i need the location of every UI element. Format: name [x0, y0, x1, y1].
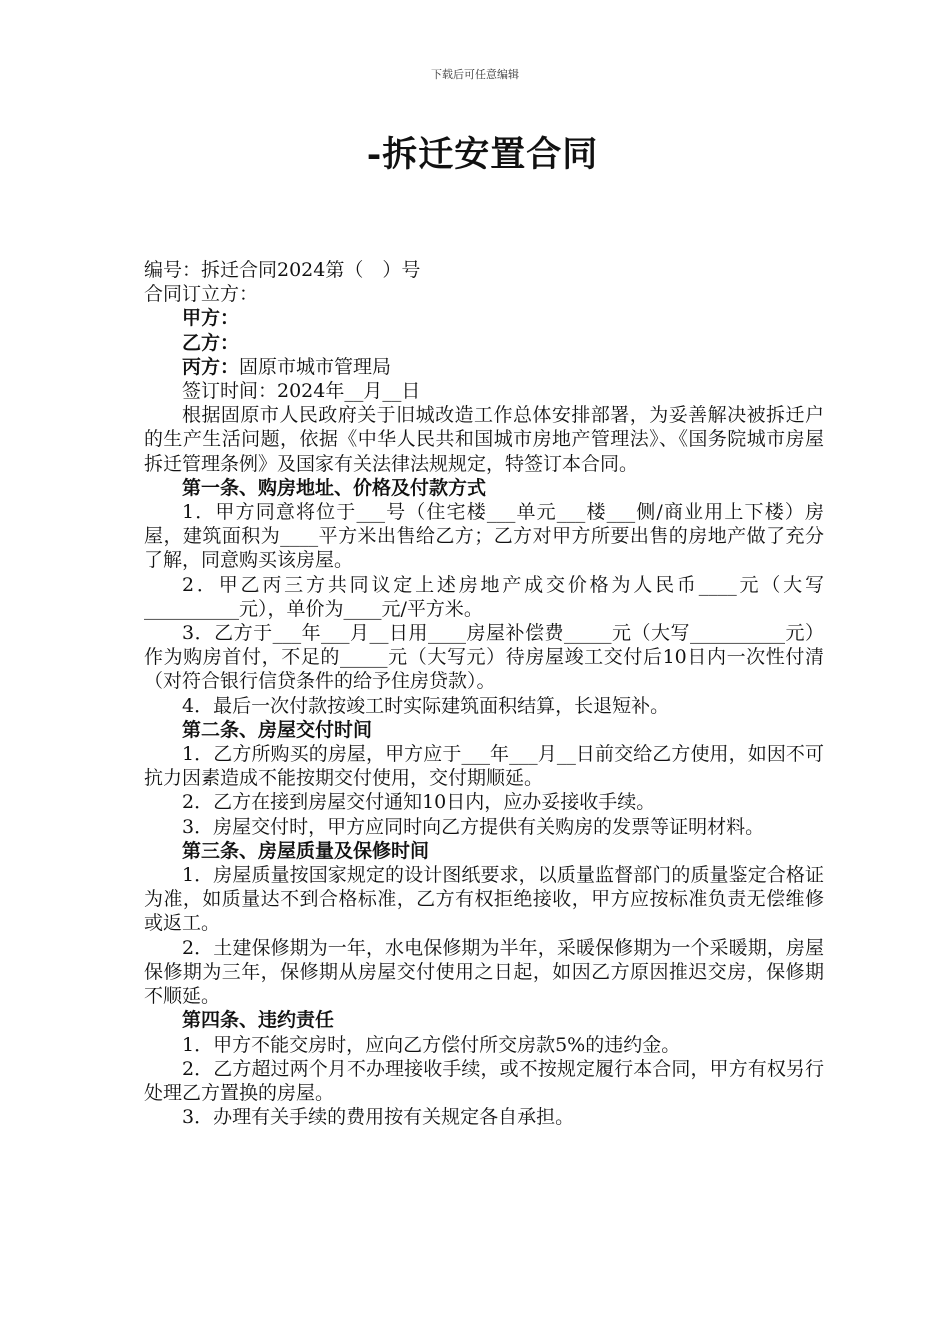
article-4-clause-2: 2．乙方超过两个月不办理接收手续，或不按规定履行本合同，甲方有权另行处理乙方置换的房屋。	[144, 1057, 824, 1104]
contract-number: 编号：拆迁合同2024第（ ）号	[144, 259, 421, 281]
party-a-label: 甲方：	[182, 307, 240, 330]
article-4-heading: 第四条、违约责任	[182, 1009, 335, 1032]
article-1-clause-1: 1．甲方同意将位于___号（住宅楼___单元___楼___侧/商业用上下楼）房屋，建筑面积为____平方米出售给乙方；乙方对甲方所要出售的房地产做了充分了解，同意购买该房屋。	[144, 501, 824, 572]
article-2-heading: 第二条、房屋交付时间	[182, 718, 373, 741]
parties-label: 合同订立方：	[144, 283, 259, 306]
party-c-label: 丙方：	[182, 355, 240, 378]
document-title: -拆迁安置合同	[366, 134, 599, 175]
article-3-heading: 第三条、房屋质量及保修时间	[182, 839, 430, 862]
article-2-clause-3: 3．房屋交付时，甲方应同时向乙方提供有关购房的发票等证明材料。	[182, 815, 765, 838]
contract-body	[144, 258, 824, 1129]
article-4-clause-3: 3．办理有关手续的费用按有关规定各自承担。	[182, 1106, 575, 1129]
article-1-clause-2: 2．甲乙丙三方共同议定上述房地产成交价格为人民币____元（大写__________元），单价为____元/平方米。	[144, 573, 824, 620]
preamble: 根据固原市人民政府关于旧城改造工作总体安排部署，为妥善解决被拆迁户的生产生活问题，依据《中华人民共和国城市房地产管理法》、《国务院城市房屋拆迁管理条例》及国家有关法律法规规定，特签订本合同。	[144, 404, 824, 475]
article-1-clause-4: 4．最后一次付款按竣工时实际建筑面积结算，长退短补。	[182, 694, 670, 717]
article-2-clause-2: 2．乙方在接到房屋交付通知10日内，应办妥接收手续。	[182, 791, 656, 814]
article-1-heading: 第一条、购房地址、价格及付款方式	[182, 476, 487, 499]
article-4-clause-1: 1．甲方不能交房时，应向乙方偿付所交房款5%的违约金。	[182, 1033, 681, 1056]
header-note: 下载后可任意编辑	[431, 68, 519, 81]
article-3-clause-2: 2．土建保修期为一年，水电保修期为半年，采暖保修期为一个采暖期，房屋保修期为三年，保修期从房屋交付使用之日起，如因乙方原因推迟交房，保修期不顺延。	[144, 936, 824, 1008]
party-c-line	[144, 355, 824, 379]
article-2-clause-1: 1．乙方所购买的房屋，甲方应于___年___月__日前交给乙方使用，如因不可抗力因素造成不能按期交付使用，交付期顺延。	[144, 743, 824, 790]
sign-date: 签订时间：2024年__月__日	[182, 380, 421, 403]
article-1-clause-3: 3．乙方于___年___月__日用____房屋补偿费_____元（大写__________元）作为购房首付，不足的_____元（大写元）待房屋竣工交付后10日内一次性付清（对符合银行信贷条件的给予住房贷款）。	[144, 622, 824, 693]
party-b-label: 乙方：	[182, 331, 240, 354]
article-3-clause-1: 1．房屋质量按国家规定的设计图纸要求，以质量监督部门的质量鉴定合格证为准，如质量达不到合格标准，乙方有权拒绝接收，甲方应按标准负责无偿维修或返工。	[144, 864, 824, 935]
party-c-name: 固原市城市管理局	[239, 355, 392, 378]
